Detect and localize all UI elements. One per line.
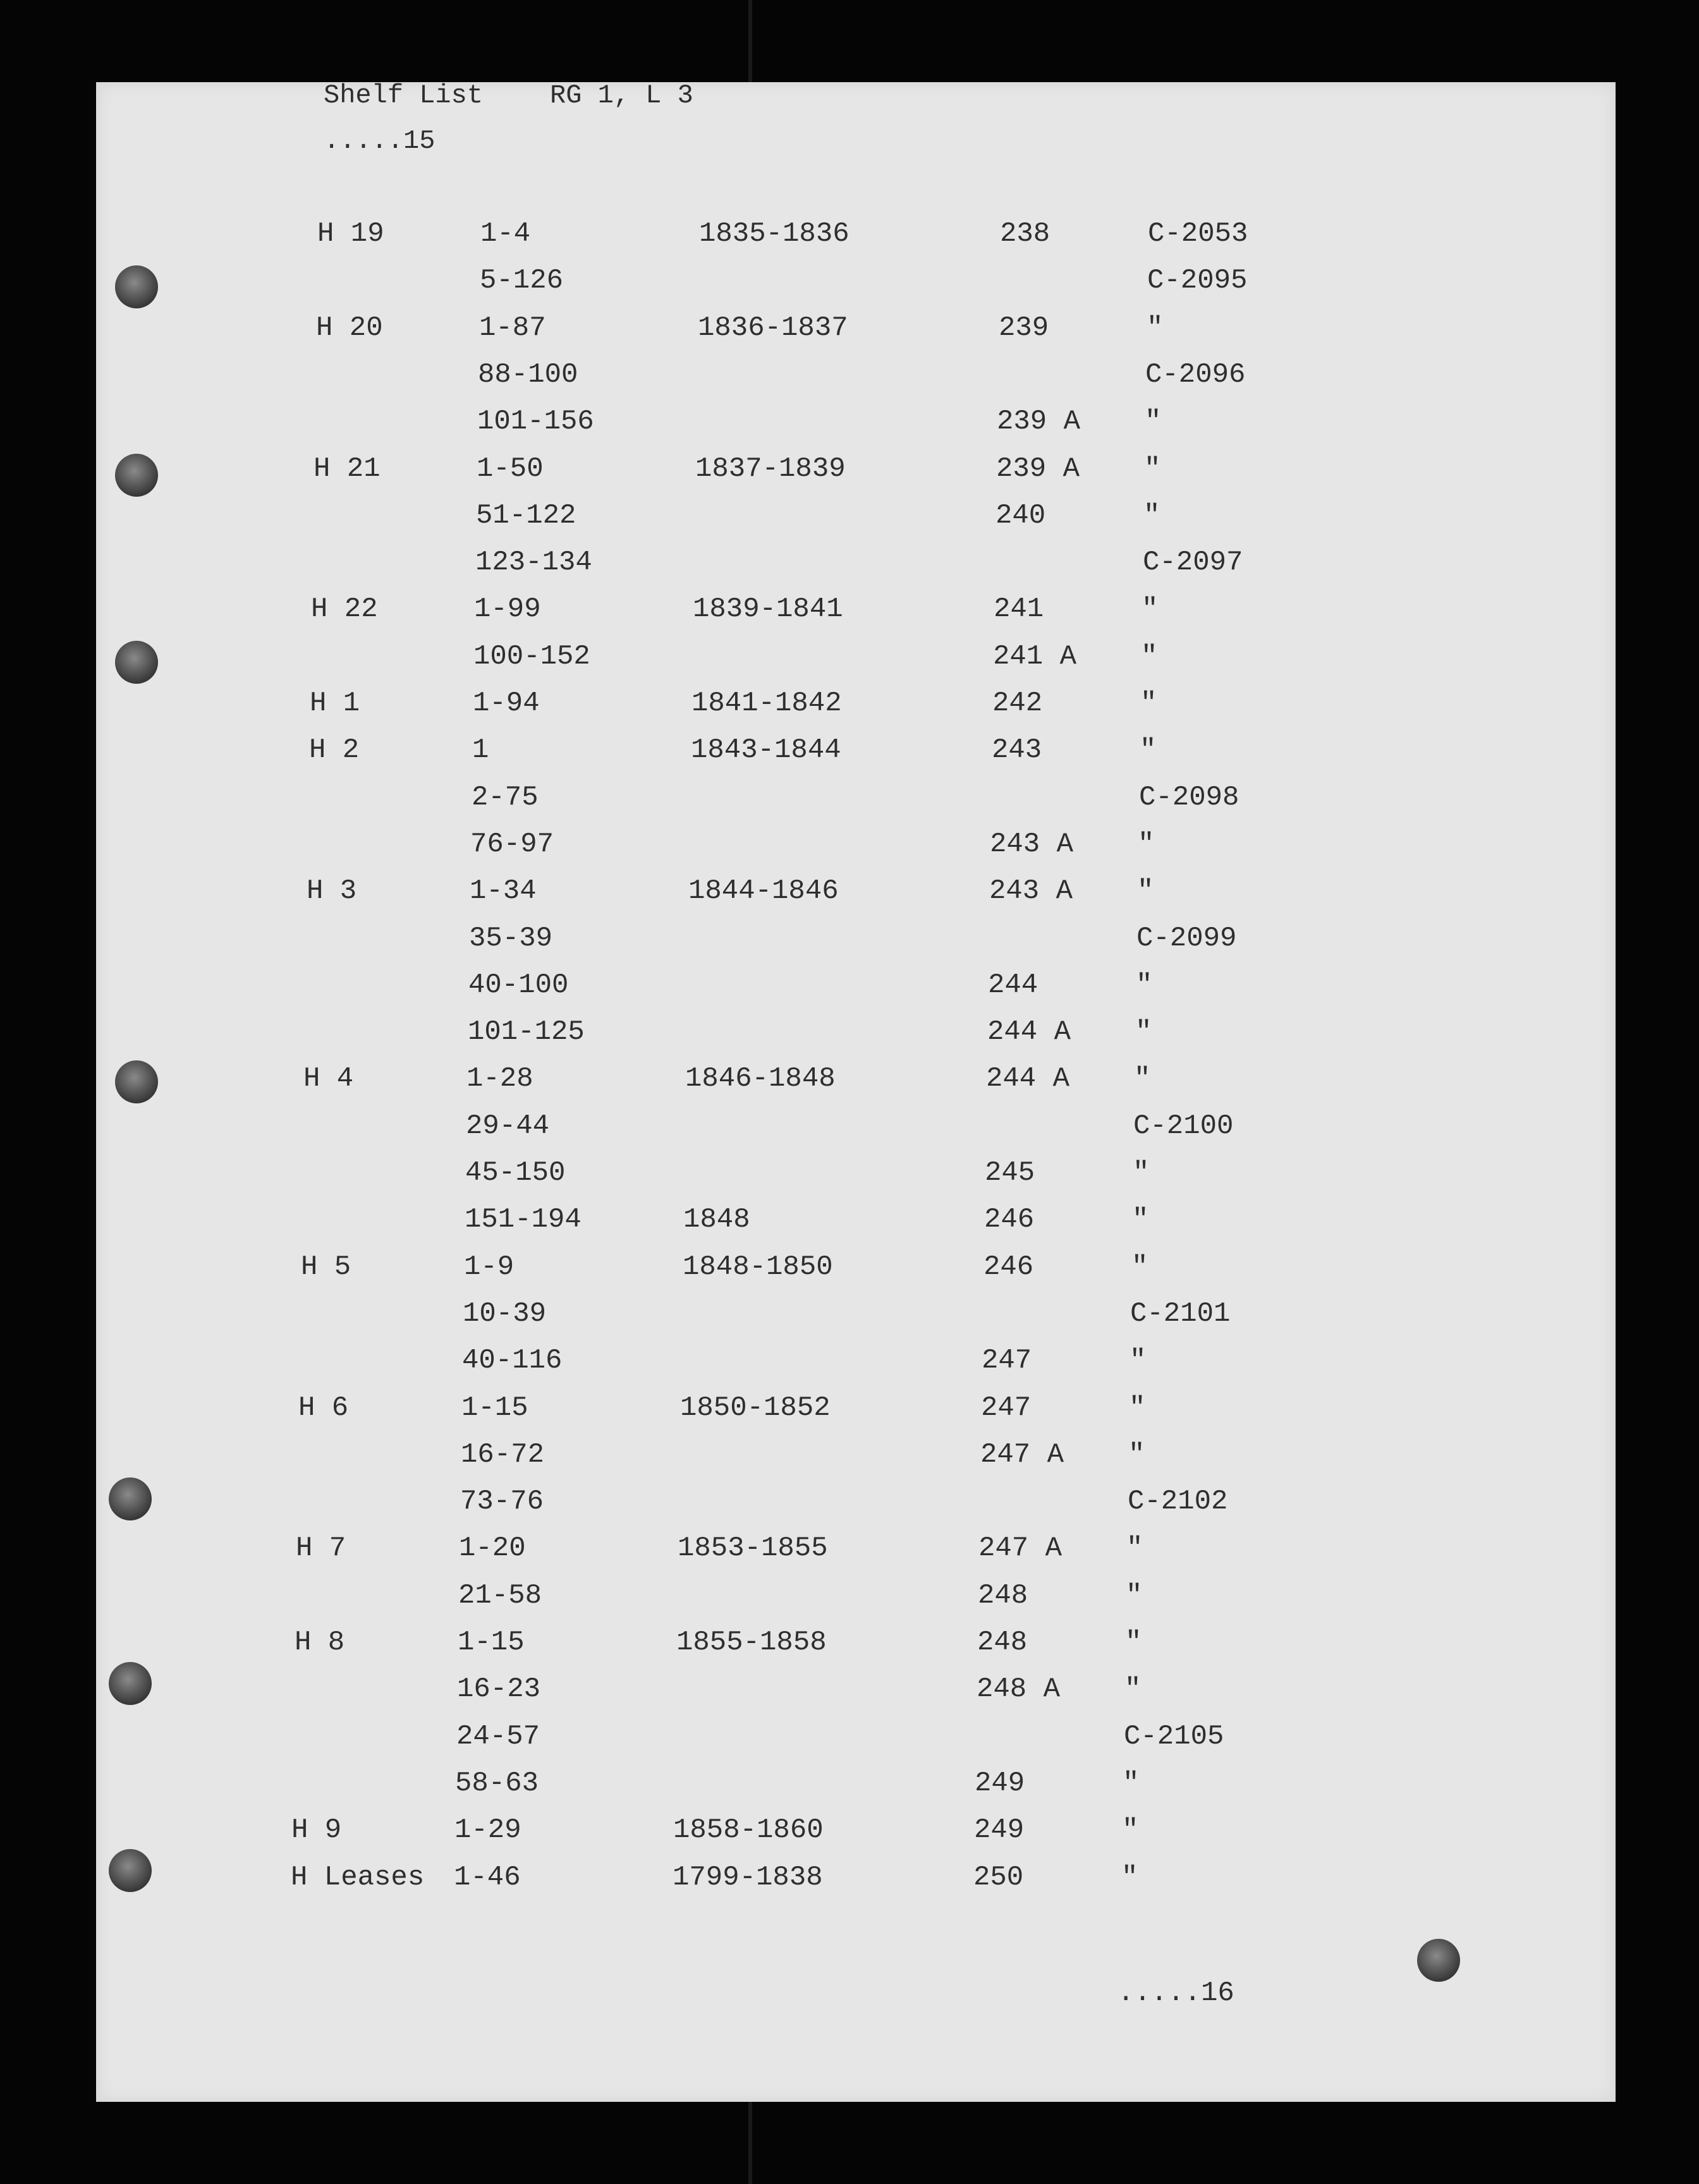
document-page: [96, 82, 1616, 2102]
reel-cell: C-2095: [1147, 265, 1248, 296]
date-range-cell: 1844-1846: [688, 875, 839, 907]
reel-cell: ": [1124, 1673, 1142, 1705]
reel-cell: ": [1136, 969, 1153, 1001]
reel-cell: C-2097: [1143, 547, 1243, 578]
reel-cell: ": [1123, 1768, 1140, 1799]
item-range-cell: 88-100: [478, 359, 578, 391]
volume-cell: 248: [978, 1580, 1028, 1611]
item-range-cell: 10-39: [463, 1298, 547, 1330]
series-cell: H 9: [291, 1814, 342, 1846]
item-range-cell: 24-57: [456, 1721, 540, 1752]
date-range-cell: 1846-1848: [685, 1063, 836, 1095]
volume-cell: 247: [981, 1392, 1032, 1424]
series-cell: H 2: [309, 734, 360, 766]
volume-cell: 243: [992, 734, 1042, 766]
volume-cell: 246: [984, 1204, 1035, 1235]
item-range-cell: 1-28: [466, 1063, 533, 1095]
reel-cell: C-2096: [1145, 359, 1246, 391]
punch-hole: [109, 1662, 152, 1705]
date-range-cell: 1843-1844: [691, 734, 841, 766]
punch-hole: [115, 454, 158, 497]
item-range-cell: 1-94: [473, 688, 540, 719]
reel-cell: ": [1128, 1439, 1145, 1471]
reel-cell: ": [1126, 1532, 1143, 1564]
volume-cell: 239 A: [996, 453, 1080, 485]
item-range-cell: 40-100: [468, 969, 569, 1001]
item-range-cell: 101-156: [477, 406, 594, 437]
series-cell: H 4: [303, 1063, 354, 1095]
reel-cell: ": [1131, 1251, 1148, 1283]
item-range-cell: 1-87: [479, 312, 546, 344]
volume-cell: 241: [994, 593, 1044, 625]
item-range-cell: 58-63: [455, 1768, 539, 1799]
item-range-cell: 51-122: [476, 500, 576, 531]
record-group-label: RG 1, L 3: [550, 80, 693, 111]
item-range-cell: 16-72: [461, 1439, 545, 1471]
volume-cell: 244 A: [987, 1016, 1071, 1048]
date-range-cell: 1850-1852: [680, 1392, 831, 1424]
series-cell: H 19: [317, 218, 384, 250]
item-range-cell: 1-9: [464, 1251, 515, 1283]
reel-cell: ": [1126, 1580, 1143, 1611]
item-range-cell: 1-50: [477, 453, 544, 485]
item-range-cell: 1-34: [470, 875, 537, 907]
reel-cell: C-2099: [1136, 923, 1237, 954]
punch-hole: [115, 641, 158, 684]
volume-cell: 249: [974, 1814, 1025, 1846]
date-range-cell: 1848: [683, 1204, 750, 1235]
reel-cell: ": [1134, 1063, 1151, 1095]
item-range-cell: 2-75: [472, 782, 539, 813]
volume-cell: 246: [983, 1251, 1034, 1283]
reel-cell: C-2053: [1148, 218, 1248, 250]
series-cell: H 8: [295, 1627, 345, 1658]
reel-cell: ": [1135, 1016, 1152, 1048]
item-range-cell: 21-58: [458, 1580, 542, 1611]
volume-cell: 241 A: [993, 641, 1077, 672]
item-range-cell: 1-20: [459, 1532, 526, 1564]
date-range-cell: 1835-1836: [699, 218, 849, 250]
item-range-cell: 100-152: [473, 641, 590, 672]
date-range-cell: 1853-1855: [678, 1532, 828, 1564]
reel-cell: C-2101: [1130, 1298, 1231, 1330]
reel-cell: ": [1145, 406, 1162, 437]
reel-cell: ": [1147, 312, 1164, 344]
date-range-cell: 1836-1837: [698, 312, 848, 344]
reel-cell: ": [1143, 500, 1160, 531]
item-range-cell: 73-76: [460, 1486, 544, 1517]
item-range-cell: 1-4: [480, 218, 531, 250]
series-cell: H 1: [310, 688, 360, 719]
volume-cell: 247 A: [980, 1439, 1064, 1471]
date-range-cell: 1848-1850: [683, 1251, 833, 1283]
item-range-cell: 1-46: [454, 1862, 521, 1893]
previous-page-marker: .....15: [324, 126, 435, 156]
reel-cell: ": [1137, 875, 1154, 907]
date-range-cell: 1858-1860: [673, 1814, 824, 1846]
punch-hole: [109, 1849, 152, 1892]
punch-hole: [115, 265, 158, 308]
reel-cell: ": [1125, 1627, 1142, 1658]
volume-cell: 250: [973, 1862, 1024, 1893]
date-range-cell: 1837-1839: [695, 453, 846, 485]
reel-cell: ": [1141, 641, 1158, 672]
series-cell: H 20: [316, 312, 383, 344]
series-cell: H 3: [307, 875, 357, 907]
volume-cell: 243 A: [990, 828, 1074, 860]
item-range-cell: 1-15: [461, 1392, 528, 1424]
item-range-cell: 45-150: [465, 1157, 566, 1189]
item-range-cell: 16-23: [457, 1673, 541, 1705]
volume-cell: 244 A: [986, 1063, 1070, 1095]
item-range-cell: 1-29: [454, 1814, 521, 1846]
series-cell: H 22: [311, 593, 378, 625]
punch-hole: [109, 1477, 152, 1520]
series-cell: H 21: [314, 453, 381, 485]
reel-cell: ": [1142, 593, 1159, 625]
reel-cell: ": [1121, 1862, 1138, 1893]
date-range-cell: 1841-1842: [691, 688, 842, 719]
volume-cell: 248: [977, 1627, 1028, 1658]
punch-hole: [1417, 1939, 1460, 1982]
reel-cell: ": [1144, 453, 1161, 485]
reel-cell: ": [1122, 1814, 1139, 1846]
reel-cell: C-2098: [1139, 782, 1239, 813]
reel-cell: ": [1130, 1345, 1147, 1376]
reel-cell: C-2102: [1128, 1486, 1228, 1517]
volume-cell: 239: [999, 312, 1049, 344]
punch-hole: [115, 1060, 158, 1103]
reel-cell: ": [1129, 1392, 1146, 1424]
item-range-cell: 1: [472, 734, 489, 766]
reel-cell: ": [1138, 828, 1155, 860]
date-range-cell: 1839-1841: [693, 593, 843, 625]
volume-cell: 247: [982, 1345, 1032, 1376]
next-page-marker: .....16: [1117, 1977, 1234, 2009]
item-range-cell: 1-99: [474, 593, 541, 625]
shelf-list-title: Shelf List: [324, 80, 484, 111]
item-range-cell: 5-126: [480, 265, 564, 296]
reel-cell: ": [1133, 1157, 1150, 1189]
item-range-cell: 35-39: [469, 923, 553, 954]
series-cell: H Leases: [291, 1862, 425, 1893]
series-cell: H 5: [301, 1251, 351, 1283]
item-range-cell: 123-134: [475, 547, 592, 578]
item-range-cell: 101-125: [468, 1016, 585, 1048]
reel-cell: ": [1132, 1204, 1149, 1235]
item-range-cell: 29-44: [466, 1110, 550, 1142]
item-range-cell: 76-97: [470, 828, 554, 860]
volume-cell: 249: [975, 1768, 1025, 1799]
volume-cell: 248 A: [977, 1673, 1061, 1705]
volume-cell: 243 A: [989, 875, 1073, 907]
volume-cell: 239 A: [997, 406, 1081, 437]
series-cell: H 6: [298, 1392, 349, 1424]
item-range-cell: 1-15: [458, 1627, 525, 1658]
volume-cell: 240: [996, 500, 1046, 531]
date-range-cell: 1855-1858: [676, 1627, 827, 1658]
volume-cell: 245: [985, 1157, 1035, 1189]
volume-cell: 242: [992, 688, 1043, 719]
reel-cell: C-2105: [1124, 1721, 1224, 1752]
reel-cell: C-2100: [1133, 1110, 1234, 1142]
volume-cell: 238: [1000, 218, 1050, 250]
date-range-cell: 1799-1838: [673, 1862, 823, 1893]
reel-cell: ": [1140, 734, 1157, 766]
series-cell: H 7: [296, 1532, 346, 1564]
item-range-cell: 40-116: [462, 1345, 563, 1376]
volume-cell: 247 A: [978, 1532, 1063, 1564]
item-range-cell: 151-194: [465, 1204, 582, 1235]
reel-cell: ": [1140, 688, 1157, 719]
volume-cell: 244: [988, 969, 1038, 1001]
